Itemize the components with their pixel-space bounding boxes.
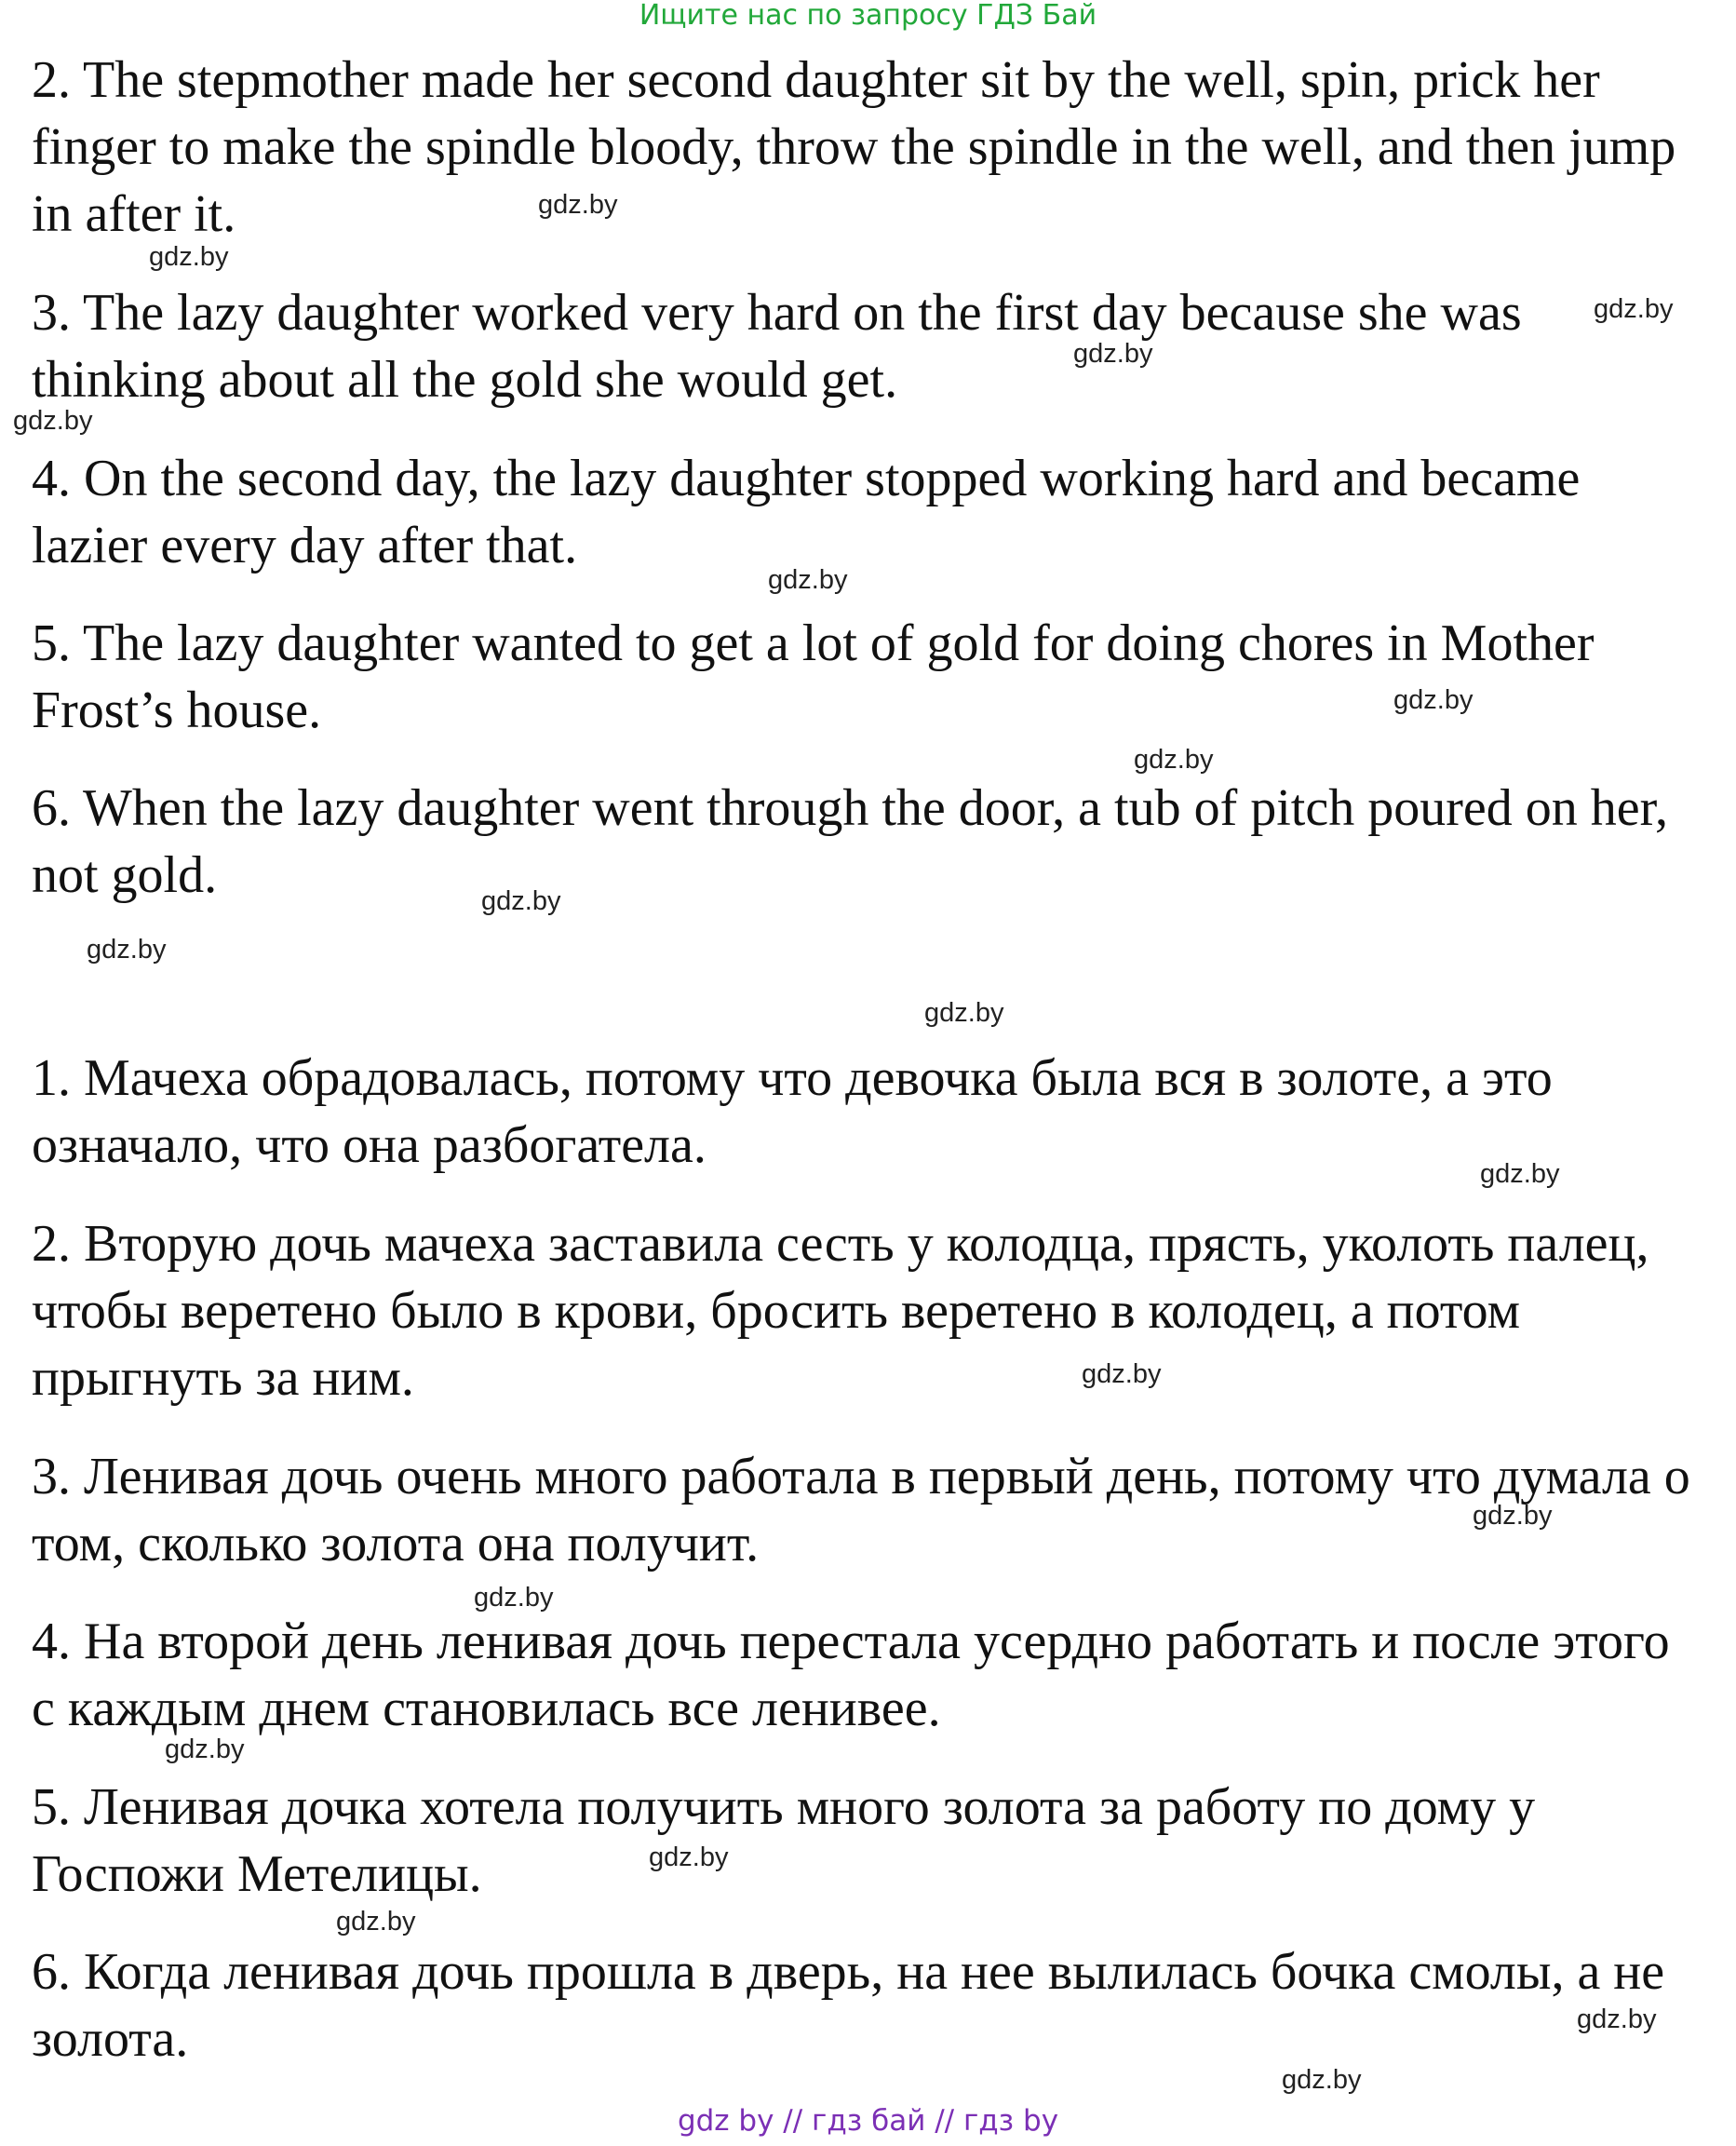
watermark: gdz.by xyxy=(1594,294,1674,324)
watermark: gdz.by xyxy=(1082,1359,1162,1389)
russian-answer-4: 4. На второй день ленивая дочь перестала усердно работать и после этого с каждым днем становилась все ленивее. xyxy=(32,1613,1670,1737)
watermark: gdz.by xyxy=(481,886,561,916)
russian-answer-6: 6. Когда ленивая дочь прошла в дверь, на нее вылилась бочка смолы, а не золота. xyxy=(32,1943,1665,2068)
watermark: gdz.by xyxy=(1073,339,1153,369)
watermark: gdz.by xyxy=(538,190,618,220)
watermark: gdz.by xyxy=(474,1583,554,1613)
english-answer-6: 6. When the lazy daughter went through the door, a tub of pitch poured on her, not gold. xyxy=(32,779,1668,904)
watermark: gdz.by xyxy=(336,1907,416,1937)
watermark: gdz.by xyxy=(768,565,848,595)
russian-answer-3: 3. Ленивая дочь очень много работала в первый день, потому что думала о том, сколько золота она получит. xyxy=(32,1448,1690,1572)
watermark: gdz.by xyxy=(1134,745,1214,775)
watermark: gdz.by xyxy=(165,1734,245,1764)
watermark: gdz.by xyxy=(87,935,167,965)
watermark: gdz.by xyxy=(13,406,93,436)
watermark: gdz.by xyxy=(1393,685,1474,715)
russian-answer-5: 5. Ленивая дочка хотела получить много золота за работу по дому у Госпожи Метелицы. xyxy=(32,1778,1536,1903)
english-answer-4: 4. On the second day, the lazy daughter stopped working hard and became lazier every day after that. xyxy=(32,450,1581,574)
watermark: gdz.by xyxy=(149,242,229,272)
watermark: gdz.by xyxy=(924,998,1004,1028)
watermark: gdz.by xyxy=(1480,1159,1560,1189)
watermark: gdz.by xyxy=(649,1842,729,1872)
russian-answer-2: 2. Вторую дочь мачеха заставила сесть у колодца, прясть, уколоть палец, чтобы веретено было в крови, бросить веретено в колодец, а потом прыгнуть за ним. xyxy=(32,1215,1649,1407)
english-answer-3: 3. The lazy daughter worked very hard on the first day because she was thinking about all the gold she would get. xyxy=(32,284,1522,409)
footer-links[interactable]: gdz by // гдз бай // гдз by xyxy=(677,2104,1059,2138)
english-answer-5: 5. The lazy daughter wanted to get a lot of gold for doing chores in Mother Frost’s house. xyxy=(32,614,1595,739)
search-banner[interactable]: Ищите нас по запросу ГДЗ Бай xyxy=(639,0,1097,32)
russian-answer-1: 1. Мачеха обрадовалась, потому что девочка была вся в золоте, а это означало, что она разбогатела. xyxy=(32,1049,1553,1174)
english-answer-2: 2. The stepmother made her second daughter sit by the well, spin, prick her finger to make the spindle bloody, throw the spindle in the well, and then jump in after it. xyxy=(32,51,1676,243)
watermark: gdz.by xyxy=(1282,2065,1362,2095)
watermark: gdz.by xyxy=(1577,2004,1657,2034)
watermark: gdz.by xyxy=(1473,1501,1553,1531)
